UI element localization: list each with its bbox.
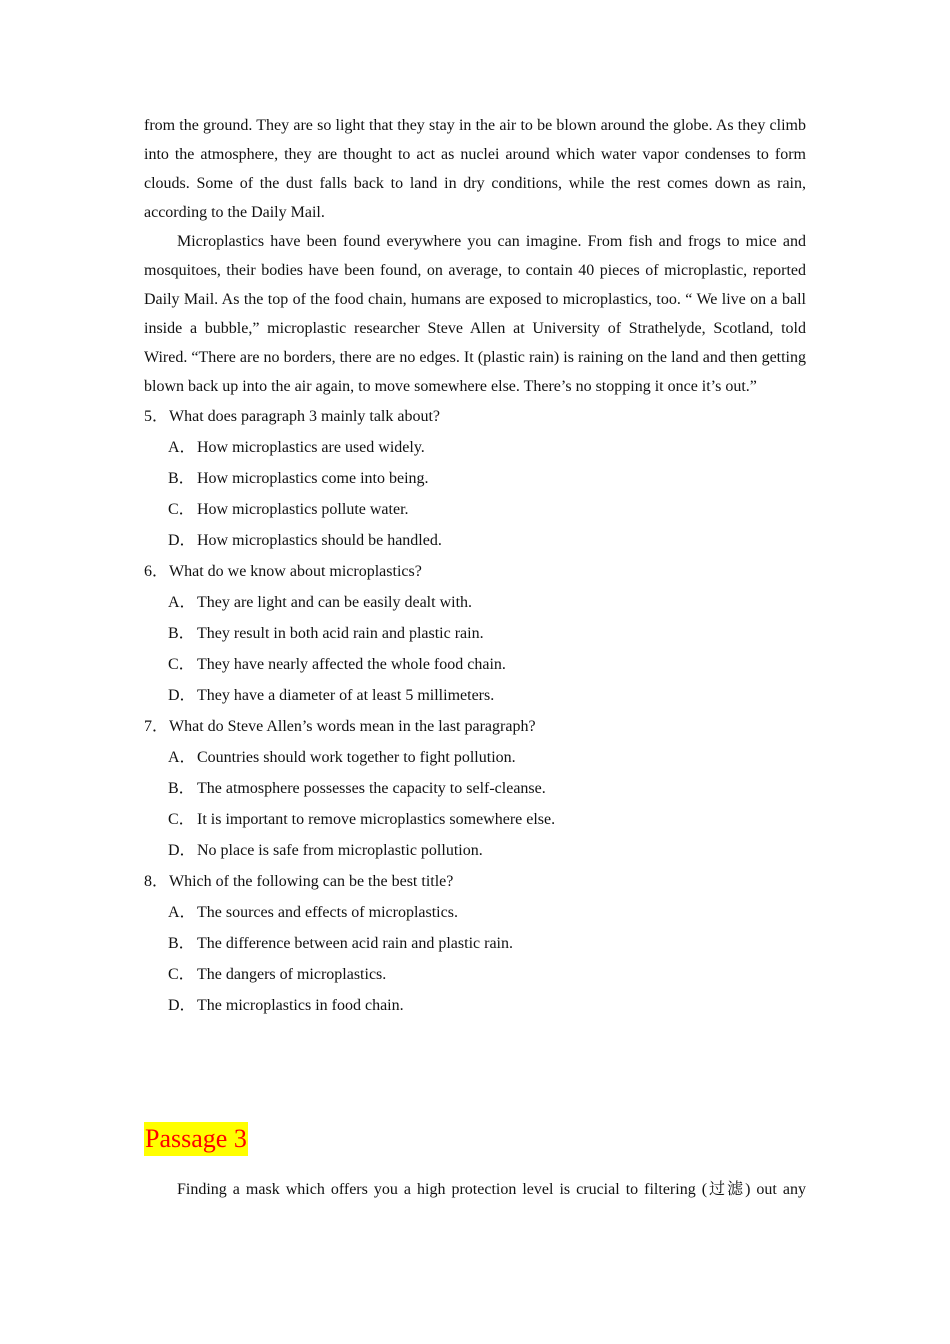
passage-3-first-line: Finding a mask which offers you a high protection level is crucial to filtering (过滤) out any [177,1181,806,1198]
option-text: Countries should work together to fight pollution. [197,749,516,766]
option-d [144,680,806,711]
option-text: The dangers of microplastics. [197,966,387,983]
passage-paragraph-continued: from the ground. They are so light that they stay in the air to be blown around the globe. As they climb into the atmosphere, they are thought to act as nuclei around which water vapor condenses to form clouds. Some of the dust falls back to land in dry conditions, while the rest comes down as rain, according to the Daily Mail. [144,117,806,221]
option-letter: A． [168,594,196,611]
option-list [144,742,806,866]
passage-paragraph-last: Microplastics have been found everywhere you can imagine. From fish and frogs to mice and mosquitoes, their bodies have been found, on average, to contain 40 pieces of microplastic, reported Daily Mail. As the top of the food chain, humans are exposed to microplastics, too. “ We live on a ball inside a bubble,” microplastic researcher Steve Allen at University of Strathelyde, Scotland, told Wired. “There are no borders, there are no edges. It (plastic rain) is raining on the land and then getting blown back up into the air again, to move somewhere else. There’s no stopping it once it’s out.” [144,233,806,395]
option-letter: C． [168,501,195,518]
option-letter: B． [168,935,195,952]
option-d [144,990,806,1021]
option-letter: B． [168,780,195,797]
option-a [144,432,806,463]
option-letter: C． [168,966,195,983]
option-letter: A． [168,904,196,921]
option-b [144,618,806,649]
option-c [144,494,806,525]
option-text: No place is safe from microplastic pollution. [197,842,483,859]
option-text: How microplastics come into being. [197,470,429,487]
option-text: How microplastics pollute water. [197,501,409,518]
option-a [144,587,806,618]
option-text: They result in both acid rain and plastic rain. [197,625,484,642]
option-text: How microplastics are used widely. [197,439,425,456]
question-number: 6． [144,563,169,580]
option-c [144,804,806,835]
question-text: What do Steve Allen’s words mean in the last paragraph? [169,718,536,735]
question-text: What does paragraph 3 mainly talk about? [169,408,441,425]
question-8 [144,866,806,1021]
option-text: They have nearly affected the whole food chain. [197,656,506,673]
option-text: The atmosphere possesses the capacity to self-cleanse. [197,780,546,797]
option-a [144,897,806,928]
passage-3-title: Passage 3 [144,1122,248,1156]
option-c [144,959,806,990]
question-7 [144,711,806,866]
option-letter: C． [168,811,195,828]
option-letter: B． [168,470,195,487]
option-d [144,835,806,866]
option-text: They have a diameter of at least 5 millimeters. [197,687,495,704]
option-text: It is important to remove microplastics somewhere else. [197,811,556,828]
option-letter: B． [168,625,195,642]
option-b [144,463,806,494]
option-letter: A． [168,749,196,766]
option-text: They are light and can be easily dealt with. [197,594,473,611]
question-stem [144,556,806,587]
option-text: The sources and effects of microplastics. [197,904,458,921]
option-letter: D． [168,842,196,859]
question-number: 8． [144,873,169,890]
question-5 [144,401,806,556]
option-letter: D． [168,687,196,704]
question-text: What do we know about microplastics? [169,563,422,580]
option-letter: D． [168,997,196,1014]
option-letter: A． [168,439,196,456]
option-list [144,897,806,1021]
question-text: Which of the following can be the best title? [169,873,454,890]
option-text: The microplastics in food chain. [197,997,404,1014]
question-number: 7． [144,718,169,735]
option-list [144,432,806,556]
option-text: How microplastics should be handled. [197,532,442,549]
option-b [144,773,806,804]
option-d [144,525,806,556]
question-number: 5． [144,408,169,425]
option-letter: D． [168,532,196,549]
question-stem [144,401,806,432]
option-letter: C． [168,656,195,673]
option-text: The difference between acid rain and plastic rain. [197,935,513,952]
option-b [144,928,806,959]
passage-2-content [144,111,806,1021]
question-6 [144,556,806,711]
option-c [144,649,806,680]
option-list [144,587,806,711]
question-stem [144,866,806,897]
question-stem [144,711,806,742]
option-a [144,742,806,773]
